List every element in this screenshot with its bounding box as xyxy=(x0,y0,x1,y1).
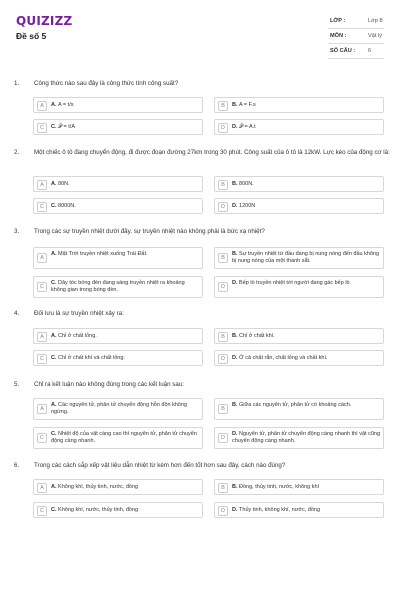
answer-option-b[interactable] xyxy=(214,398,384,420)
option-body: 80N. xyxy=(58,181,70,187)
option-letter-badge: B xyxy=(218,101,228,111)
quizizz-logo: QUIZIZZ xyxy=(16,14,73,28)
answer-option-a[interactable] xyxy=(33,247,203,269)
option-letter-badge: B xyxy=(218,253,228,263)
option-prefix: B. xyxy=(232,402,240,408)
meta-label: SỐ CÂU : xyxy=(330,48,356,54)
option-body: Chỉ ở chất lỏng. xyxy=(58,333,97,339)
test-title: Đề số 5 xyxy=(16,31,47,41)
meta-row-class xyxy=(328,14,384,29)
option-prefix: D. xyxy=(232,355,240,361)
option-text xyxy=(232,507,382,514)
option-body: Dây tóc bóng đèn đang sáng truyền nhiệt ra khoảng không gian trong bóng đèn. xyxy=(51,280,185,293)
option-prefix: A. xyxy=(51,402,59,408)
option-body: Đồng, thủy tinh, nước, không khí xyxy=(239,484,320,490)
option-text xyxy=(232,102,382,109)
option-body: Sự truyền nhiệt từ đầu đang bị nung nóng đến đầu không bị nung nóng của một thanh sắt. xyxy=(232,251,380,264)
option-body: Chỉ ở chất khí và chất lỏng. xyxy=(58,355,125,361)
option-text xyxy=(51,181,201,188)
meta-row-subject xyxy=(328,29,384,44)
answer-option-a[interactable] xyxy=(33,176,203,192)
answer-option-a[interactable] xyxy=(33,398,203,420)
question-text: Đối lưu là sự truyền nhiệt xảy ra: xyxy=(34,310,124,317)
option-letter-badge: D xyxy=(218,202,228,212)
answer-option-d[interactable] xyxy=(214,198,384,214)
answer-option-a[interactable] xyxy=(33,97,203,113)
question-number: 5. xyxy=(14,381,20,388)
option-letter-badge: B xyxy=(218,483,228,493)
option-letter-badge: D xyxy=(218,354,228,364)
option-text xyxy=(232,181,382,188)
option-prefix: C. xyxy=(51,124,59,130)
option-prefix: B. xyxy=(232,484,240,490)
option-prefix: B. xyxy=(232,102,240,108)
question-text: Một chiếc ô tô đang chuyển động, đi được đoạn đường 27km trong 30 phút. Công suất của ô tô là 12kW. Lực kéo của động cơ là: xyxy=(34,149,390,156)
answer-option-d[interactable] xyxy=(214,350,384,366)
option-letter-badge: C xyxy=(37,354,47,364)
meta-value: Vật lý xyxy=(368,33,382,39)
option-text xyxy=(232,355,382,362)
meta-value: Lớp 8 xyxy=(368,18,383,24)
question-number: 2. xyxy=(14,149,20,156)
question-number: 3. xyxy=(14,228,20,235)
option-letter-badge: A xyxy=(37,332,47,342)
meta-row-count xyxy=(328,44,384,59)
answer-option-a[interactable] xyxy=(33,328,203,344)
answer-option-c[interactable] xyxy=(33,427,203,449)
option-text xyxy=(232,203,382,210)
option-letter-badge: A xyxy=(37,253,47,263)
question-number: 1. xyxy=(14,80,20,87)
option-text xyxy=(232,402,382,409)
option-letter-badge: C xyxy=(37,433,47,443)
option-text xyxy=(51,431,201,445)
option-letter-badge: D xyxy=(218,433,228,443)
option-prefix: C. xyxy=(51,355,59,361)
option-prefix: B. xyxy=(232,251,240,257)
option-text xyxy=(232,280,382,287)
option-text xyxy=(232,251,382,265)
option-letter-badge: A xyxy=(37,483,47,493)
meta-table xyxy=(328,14,384,59)
option-prefix: D. xyxy=(232,507,240,513)
option-prefix: D. xyxy=(232,124,240,130)
answer-option-c[interactable] xyxy=(33,502,203,518)
option-text xyxy=(51,402,201,416)
option-letter-badge: B xyxy=(218,404,228,414)
option-body: 1200N xyxy=(239,203,256,209)
answer-option-b[interactable] xyxy=(214,176,384,192)
option-prefix: B. xyxy=(232,181,240,187)
option-prefix: A. xyxy=(51,251,59,257)
option-text xyxy=(51,333,201,340)
option-body: 8000N. xyxy=(58,203,76,209)
option-letter-badge: A xyxy=(37,404,47,414)
answer-option-a[interactable] xyxy=(33,479,203,495)
option-prefix: C. xyxy=(51,431,59,437)
answer-option-d[interactable] xyxy=(214,427,384,449)
option-body: Ở cả chất rắn, chất lỏng và chất khí. xyxy=(239,355,328,361)
option-text xyxy=(51,251,201,258)
option-text xyxy=(51,280,201,294)
option-body: Bếp lò truyền nhiệt tới người đang gác bếp lò. xyxy=(239,280,352,286)
answer-option-c[interactable] xyxy=(33,276,203,298)
option-text xyxy=(51,102,201,109)
worksheet-header xyxy=(0,0,400,62)
answer-option-c[interactable] xyxy=(33,119,203,135)
answer-option-b[interactable] xyxy=(214,328,384,344)
option-letter-badge: C xyxy=(37,506,47,516)
option-text xyxy=(51,124,201,131)
option-letter-badge: B xyxy=(218,332,228,342)
option-body: Nhiệt độ của vật càng cao thì nguyên tử, phân tử chuyển động càng nhanh. xyxy=(51,431,197,444)
answer-option-b[interactable] xyxy=(214,479,384,495)
option-text xyxy=(51,484,201,491)
option-prefix: D. xyxy=(232,203,240,209)
option-body: 800N. xyxy=(239,181,254,187)
answer-option-b[interactable] xyxy=(214,97,384,113)
option-body: 𝒫 = A.t xyxy=(239,124,256,130)
answer-option-c[interactable] xyxy=(33,350,203,366)
option-prefix: B. xyxy=(232,333,240,339)
option-prefix: D. xyxy=(232,431,240,437)
option-prefix: A. xyxy=(51,181,59,187)
option-letter-badge: A xyxy=(37,180,47,190)
answer-option-c[interactable] xyxy=(33,198,203,214)
option-body: A = F.s xyxy=(239,102,256,108)
option-body: 𝒫 = t/A xyxy=(58,124,75,130)
option-letter-badge: C xyxy=(37,123,47,133)
option-body: A = t/s xyxy=(58,102,74,108)
option-text xyxy=(51,507,201,514)
option-text xyxy=(232,124,382,131)
option-text xyxy=(232,333,382,340)
answer-option-d[interactable] xyxy=(214,502,384,518)
option-body: Không khí, thủy tinh, nước, đồng xyxy=(58,484,139,490)
option-letter-badge: B xyxy=(218,180,228,190)
option-prefix: C. xyxy=(51,280,59,286)
meta-label: MÔN : xyxy=(330,33,347,39)
option-body: Chỉ ở chất khí. xyxy=(239,333,275,339)
question-text: Trong các cách sắp xếp vật liệu dẫn nhiệt từ kém hơn đến tốt hơn sau đây, cách nào đúng? xyxy=(34,462,286,469)
question-number: 4. xyxy=(14,310,20,317)
answer-option-d[interactable] xyxy=(214,119,384,135)
option-text xyxy=(232,484,382,491)
answer-option-d[interactable] xyxy=(214,276,384,298)
option-prefix: A. xyxy=(51,333,59,339)
option-letter-badge: D xyxy=(218,123,228,133)
option-prefix: D. xyxy=(232,280,240,286)
meta-value: 6 xyxy=(368,48,372,54)
option-prefix: A. xyxy=(51,102,59,108)
option-letter-badge: C xyxy=(37,202,47,212)
option-body: Các nguyên tử, phân tử chuyển động hỗn độn không ngừng. xyxy=(51,402,188,415)
option-letter-badge: D xyxy=(218,282,228,292)
option-body: Nguyên tử, phân tử chuyển động càng nhanh thì vật cũng chuyển động càng nhanh. xyxy=(232,431,381,444)
option-prefix: C. xyxy=(51,507,59,513)
option-text xyxy=(232,431,382,445)
option-prefix: C. xyxy=(51,203,59,209)
option-letter-badge: A xyxy=(37,101,47,111)
option-body: Giữa các nguyên tử, phân tử có khoảng cách. xyxy=(239,402,352,408)
option-text xyxy=(51,355,201,362)
question-text: Công thức nào sau đây là công thức tính công suất? xyxy=(34,80,179,87)
option-body: Thủy tinh, không khí, nước, đồng xyxy=(239,507,321,513)
question-text: Chỉ ra kết luận nào không đúng trong các kết luận sau: xyxy=(34,381,184,388)
option-body: Mặt Trời truyền nhiệt xuống Trái Đất. xyxy=(58,251,148,257)
option-letter-badge: C xyxy=(37,282,47,292)
option-text xyxy=(51,203,201,210)
meta-label: LỚP : xyxy=(330,18,346,24)
question-number: 6. xyxy=(14,462,20,469)
answer-option-b[interactable] xyxy=(214,247,384,269)
question-text: Trong các sự truyền nhiệt dưới đây, sự truyền nhiệt nào không phải là bức xạ nhiệt? xyxy=(34,228,265,235)
option-letter-badge: D xyxy=(218,506,228,516)
option-prefix: A. xyxy=(51,484,59,490)
option-body: Không khí, nước, thủy tinh, đồng xyxy=(58,507,139,513)
